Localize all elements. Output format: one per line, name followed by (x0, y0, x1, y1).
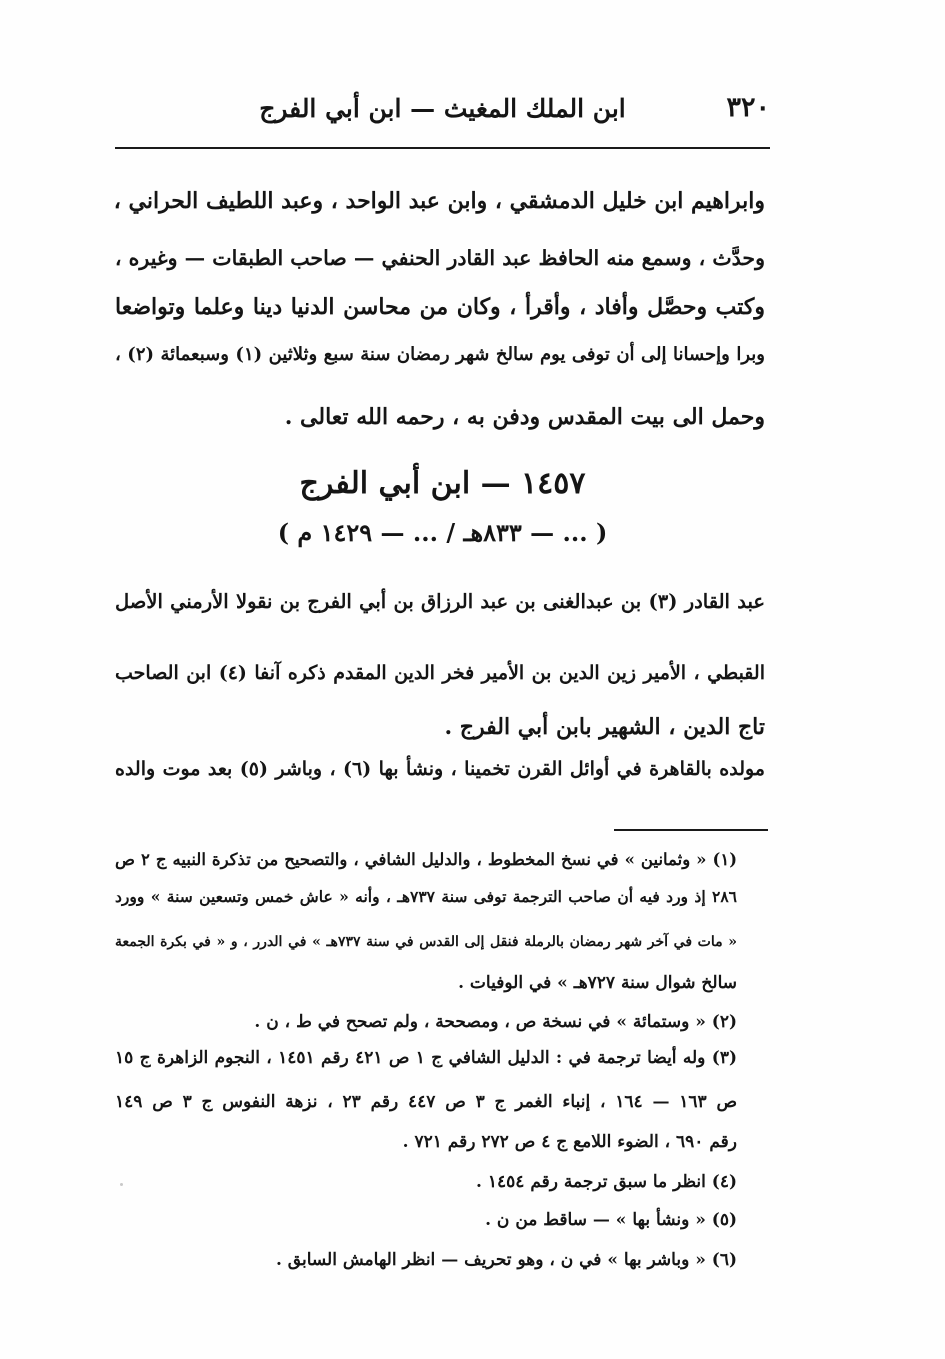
paper-speck (120, 1183, 123, 1186)
page-header (115, 88, 770, 134)
footnote-rule (614, 829, 768, 831)
body-line: وبرا وإحسانا إلى أن توفى يوم سالخ شهر رمضان سنة سبع وثلاثين (١) وسبعمائة (٢) ، (115, 344, 765, 365)
body-line: وابراهيم ابن خليل الدمشقي ، وابن عبد الواحد ، وعبد اللطيف الحراني ، (113, 188, 765, 214)
entry-line: مولده بالقاهرة في أوائل القرن تخمينا ، ونشأ بها (٦) ، وباشر (٥) بعد موت والده (115, 758, 765, 780)
body-line: وحمل الى بيت المقدس ودفن به ، رحمه الله تعالى . (284, 404, 765, 430)
footnote-line: ٢٨٦ إذ ورد فيه أن صاحب الترجمة توفى سنة ٧٣٧هـ ، وأنه « عاش خمس وتسعين سنة » وورد (115, 887, 737, 906)
footnote-line: (٥) « ونشأ بها » — ساقط من ن . (485, 1210, 737, 1230)
body-line: وحدَّث ، وسمع منه الحافظ عبد القادر الحنفي — صاحب الطبقات — وغيره ، (114, 246, 765, 270)
footnote-line: (٣) وله أيضا ترجمة في : الدليل الشافي ج ١ ص ٤٢١ رقم ١٤٥١ ، النجوم الزاهرة ج ١٥ (115, 1048, 737, 1068)
footnote-line: ص ١٦٣ — ١٦٤ ، إنباء الغمر ج ٣ ص ٤٤٧ رقم ٢٣ ، نزهة النفوس ج ٣ ص ١٤٩ (115, 1092, 738, 1112)
header-rule (115, 147, 770, 149)
body-line: وكتب وحصَّل وأفاد ، وأقرأ ، وكان من محاسن الدنيا دينا وعلما وتواضعا (115, 294, 765, 320)
footnote-line: (١) « وثمانين » في نسخ المخطوط ، والدليل الشافي ، والتصحيح من تذكرة النبيه ج ٢ ص (115, 850, 737, 869)
footnote-line: رقم ٦٩٠ ، الضوء اللامع ج ٤ ص ٢٧٢ رقم ٧٢١ . (402, 1132, 737, 1152)
entry-line: القبطي ، الأمير زين الدين بن الأمير فخر الدين المقدم ذكره آنفا (٤) ابن الصاحب (115, 662, 765, 684)
entry-title: ١٤٥٧ — ابن أبي الفرج (299, 466, 586, 501)
footnote-line: (٢) « وستمائة » في نسخة ص ، ومصححة ، ولم تصحح في ط ، ن . (254, 1012, 737, 1032)
entry-line: تاج الدين ، الشهير بابن أبي الفرج . (444, 714, 765, 740)
entry-dates: ( ... — ٨٣٣هـ / ... — ١٤٢٩ م ) (277, 518, 608, 547)
footnote-line: « مات في آخر شهر رمضان بالرملة فنقل إلى القدس في سنة ٧٣٧هـ » في الدرر ، و « في بكرة الجمعة (115, 934, 737, 950)
page-number: ٣٢٠ (726, 92, 770, 123)
footnote-line: سالخ شوال سنة ٧٢٧هـ » في الوفيات . (458, 973, 737, 993)
entry-line: عبد القادر (٣) بن عبدالغنى بن عبد الرزاق بن أبي الفرج بن نقولا الأرمني الأصل (115, 590, 765, 613)
footnote-line: (٤) انظر ما سبق ترجمة رقم ١٤٥٤ . (476, 1172, 737, 1192)
footnote-line: (٦) « وباشر بها » في ن ، وهو تحريف — انظر الهامش السابق . (275, 1250, 737, 1270)
running-title: ابن الملك المغيث — ابن أبي الفرج (259, 94, 626, 123)
